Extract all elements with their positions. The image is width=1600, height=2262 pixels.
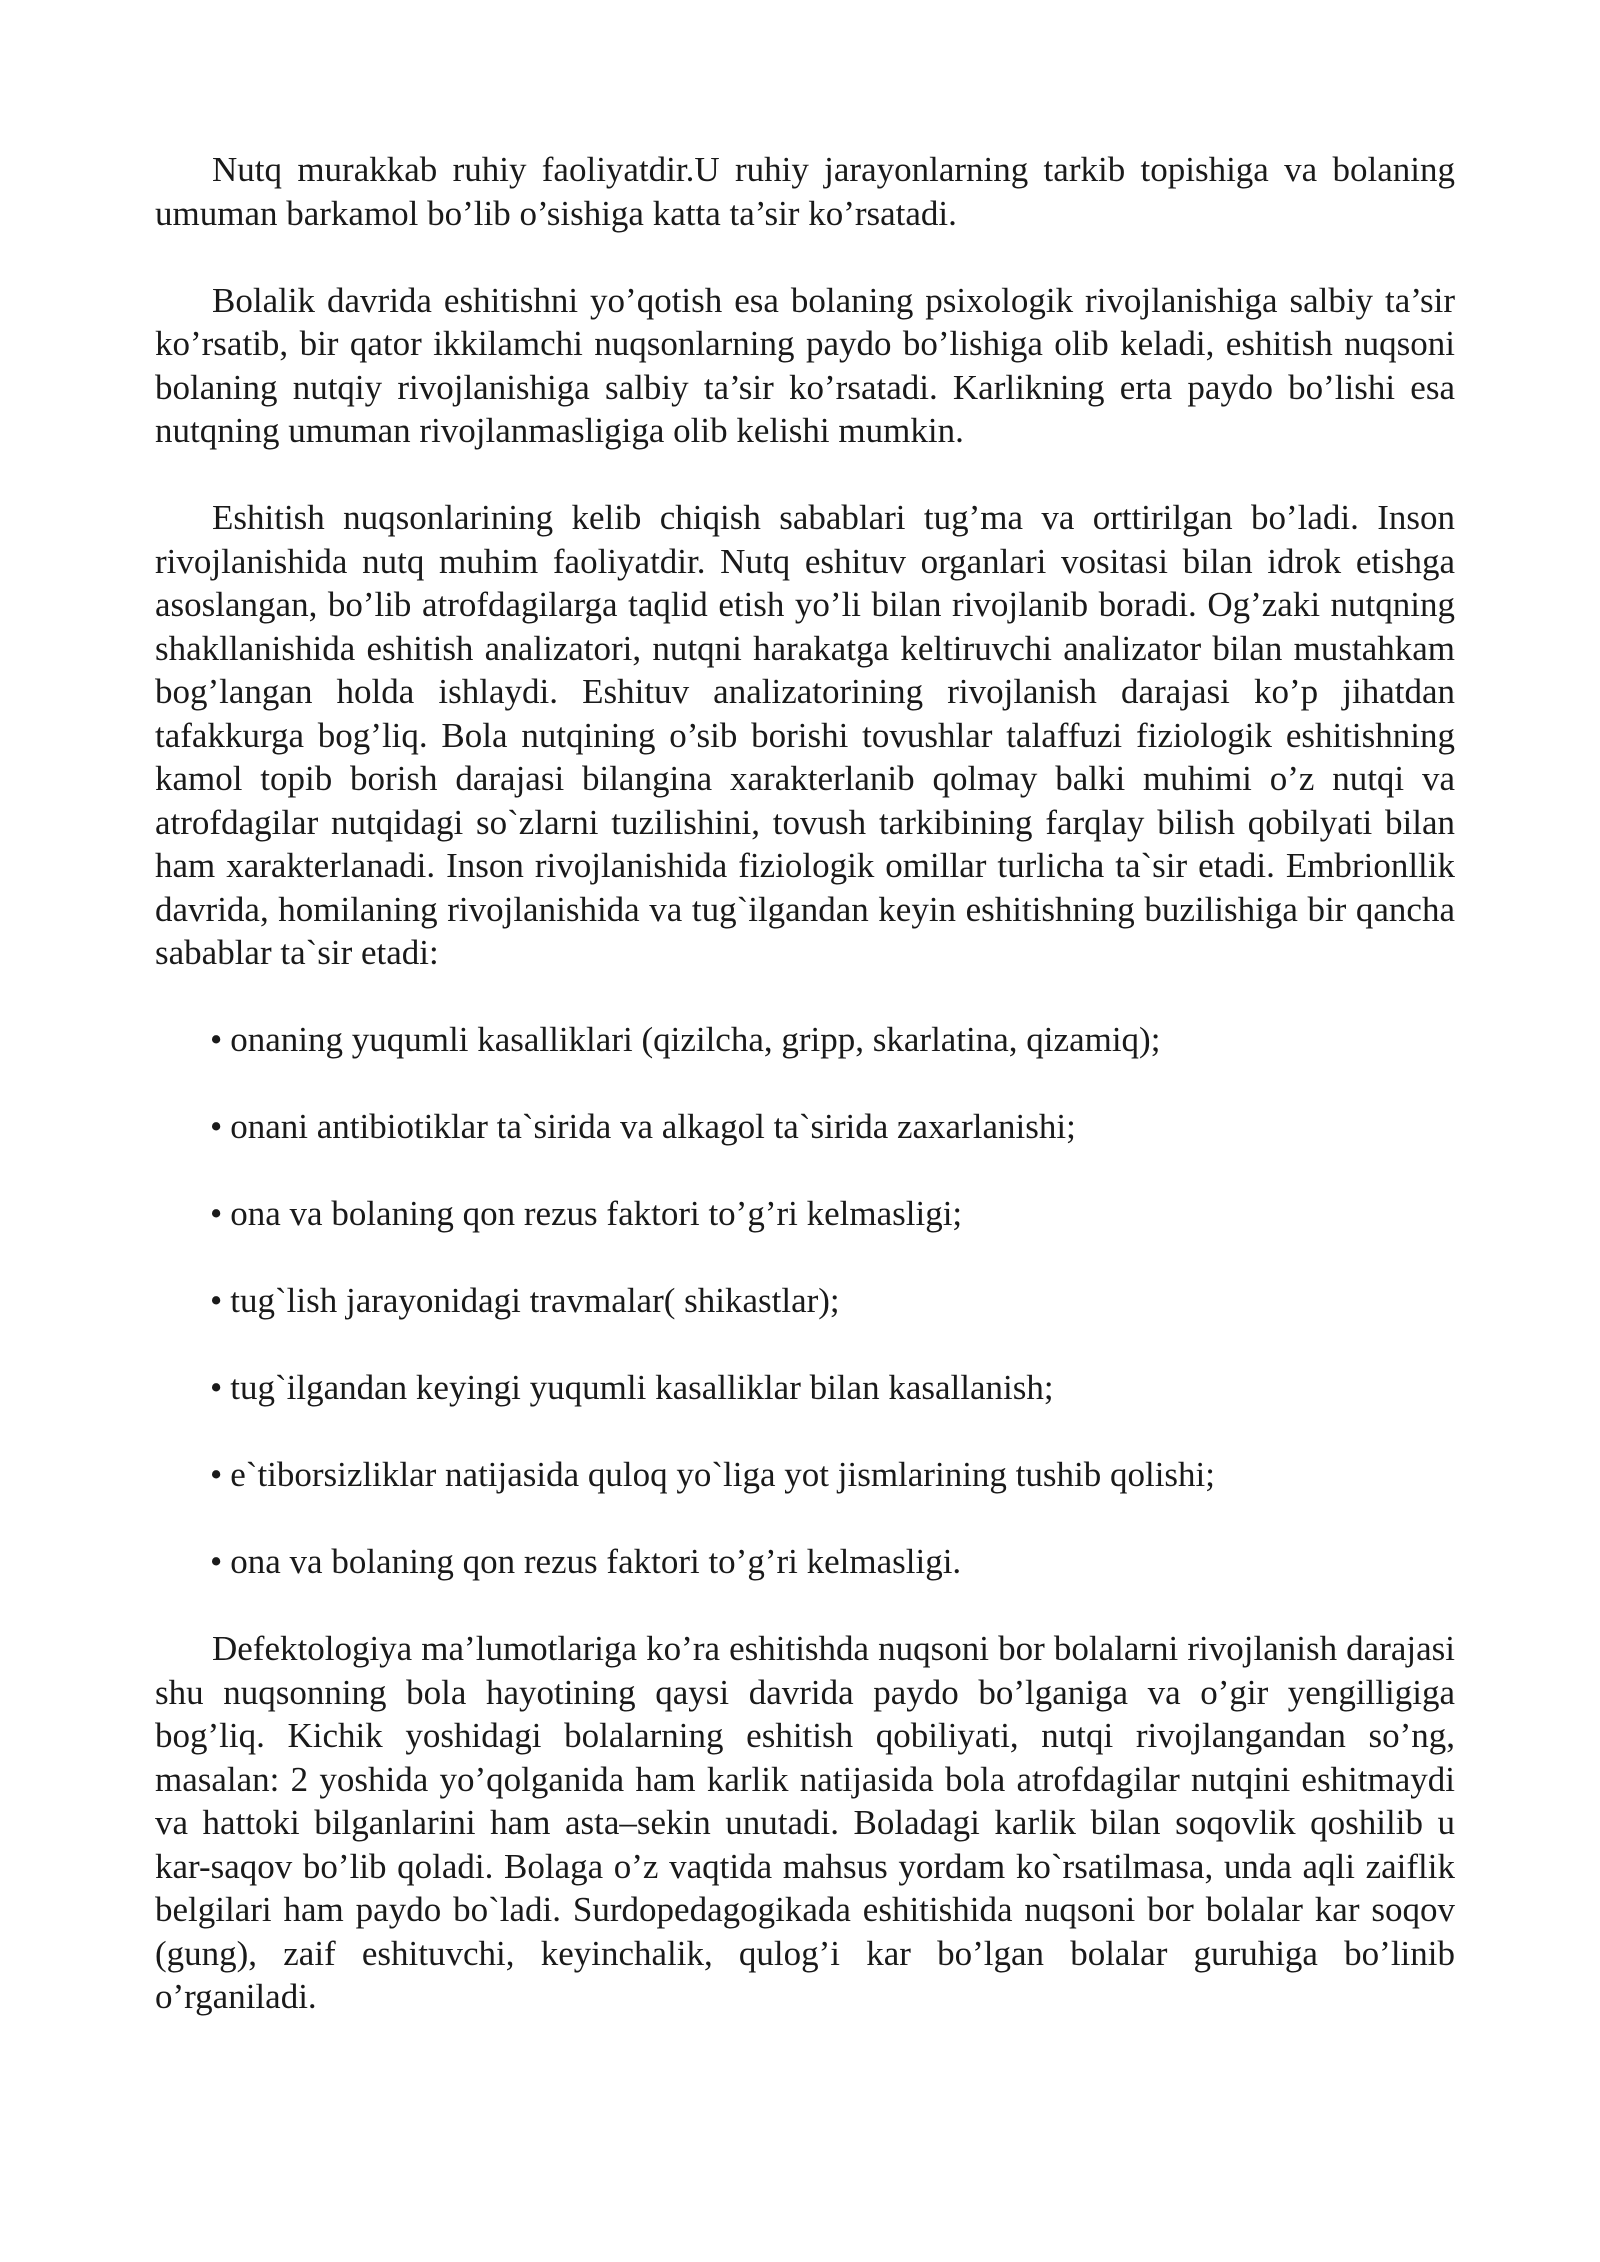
paragraph-causes: Eshitish nuqsonlarining kelib chiqish sabablari tug’ma va orttirilgan bo’ladi. Inson rivojlanishida nutq muhim faoliyatdir. Nutq eshituv organlari vositasi bilan idrok etishga asoslangan, bo’lib atrofdagilarga taqlid etish yo’li bilan rivojlanib boradi. Og’zaki nutqning shakllanishida eshitish analizatori, nutqni harakatga keltiruvchi analizator bilan mustahkam bog’langan holda ishlaydi. Eshituv analizatorining rivojlanish darajasi ko’p jihatdan tafakkurga bog’liq. Bola nutqining o’sib borishi tovushlar talaffuzi fiziologik eshitishning kamol topib borish darajasi bilangina xarakterlanib qolmay balki muhimi o’z nutqi va atrofdagilar nutqidagi so`zlarni tuzilishini, tovush tarkibining farqlay bilish qobilyati bilan ham xarakterlanadi. Inson rivojlanishida fiziologik omillar turlicha ta`sir etadi. Embrionllik davrida, homilaning rivojlanishida va tug`ilgandan keyin eshitishning buzilishiga bir qancha sabablar ta`sir etadi: (155, 498, 1455, 972)
bullet-icon: • (210, 1542, 223, 1581)
paragraph-hearing-loss: Bolalik davrida eshitishni yo’qotish esa bolaning psixologik rivojlanishiga salbiy ta’sir ko’rsatib, bir qator ikkilamchi nuqsonlarning paydo bo’lishiga olib keladi, eshitish nuqsoni bolaning nutqiy rivojlanishiga salbiy ta’sir ko’rsatadi. Karlikning erta paydo bo’lishi esa nutqning umuman rivojlanmasligiga olib kelishi mumkin. (155, 280, 1455, 450)
list-item (155, 1018, 1455, 1062)
bullet-icon: • (210, 1107, 223, 1146)
list-item (155, 1192, 1455, 1236)
list-item-text: onaning yuqumli kasalliklari (qizilcha, gripp, skarlatina, qizamiq); (230, 1020, 1161, 1059)
bullet-icon: • (210, 1194, 223, 1233)
list-item-text: e`tiborsizliklar natijasida quloq yo`liga yot jismlarining tushib qolishi; (230, 1455, 1215, 1494)
paragraph-defectology: Defektologiya ma’lumotlariga ko’ra eshitishda nuqsoni bor bolalarni rivojlanish darajasi shu nuqsonning bola hayotining qaysi davrida paydo bo’lganiga va o’gir yengilligiga bog’liq. Kichik yoshidagi bolalarning eshitish qobiliyati, nutqi rivojlangandan so’ng, masalan: 2 yoshida yo’qolganida ham karlik natijasida bola atrofdagilar nutqini eshitmaydi va hattoki bilganlarini ham asta–sekin unutadi. Boladagi karlik bilan soqovlik qoshilib u kar-saqov bo’lib qoladi. Bolaga o’z vaqtida mahsus yordam ko`rsatilmasa, unda aqli zaiflik belgilari ham paydo bo`ladi. Surdopedagogikada eshitishida nuqsoni bor bolalar kar soqov (gung), zaif eshituvchi, keyinchalik, qulog’i kar bo’lgan bolalar guruhiga bo’linib o’rganiladi. (155, 1629, 1455, 2016)
list-item (155, 1105, 1455, 1149)
list-item-text: ona va bolaning qon rezus faktori to’g’ri kelmasligi. (230, 1542, 962, 1581)
bullet-icon: • (210, 1281, 223, 1320)
list-item (155, 1279, 1455, 1323)
list-item-text: tug`ilgandan keyingi yuqumli kasalliklar bilan kasallanish; (230, 1368, 1054, 1407)
list-item-text: tug`lish jarayonidagi travmalar( shikastlar); (230, 1281, 840, 1320)
list-item (155, 1540, 1455, 1584)
list-item-text: onani antibiotiklar ta`sirida va alkagol ta`sirida zaxarlanishi; (230, 1107, 1076, 1146)
bullet-icon: • (210, 1020, 223, 1059)
list-item (155, 1453, 1455, 1497)
paragraph-intro: Nutq murakkab ruhiy faoliyatdir.U ruhiy jarayonlarning tarkib topishiga va bolaning umuman barkamol bo’lib o’sishiga katta ta’sir ko’rsatadi. (155, 150, 1455, 233)
list-item-text: ona va bolaning qon rezus faktori to’g’ri kelmasligi; (230, 1194, 963, 1233)
causes-list (155, 1018, 1455, 1584)
list-item (155, 1366, 1455, 1410)
bullet-icon: • (210, 1368, 223, 1407)
bullet-icon: • (210, 1455, 223, 1494)
document-page (155, 148, 1455, 2019)
